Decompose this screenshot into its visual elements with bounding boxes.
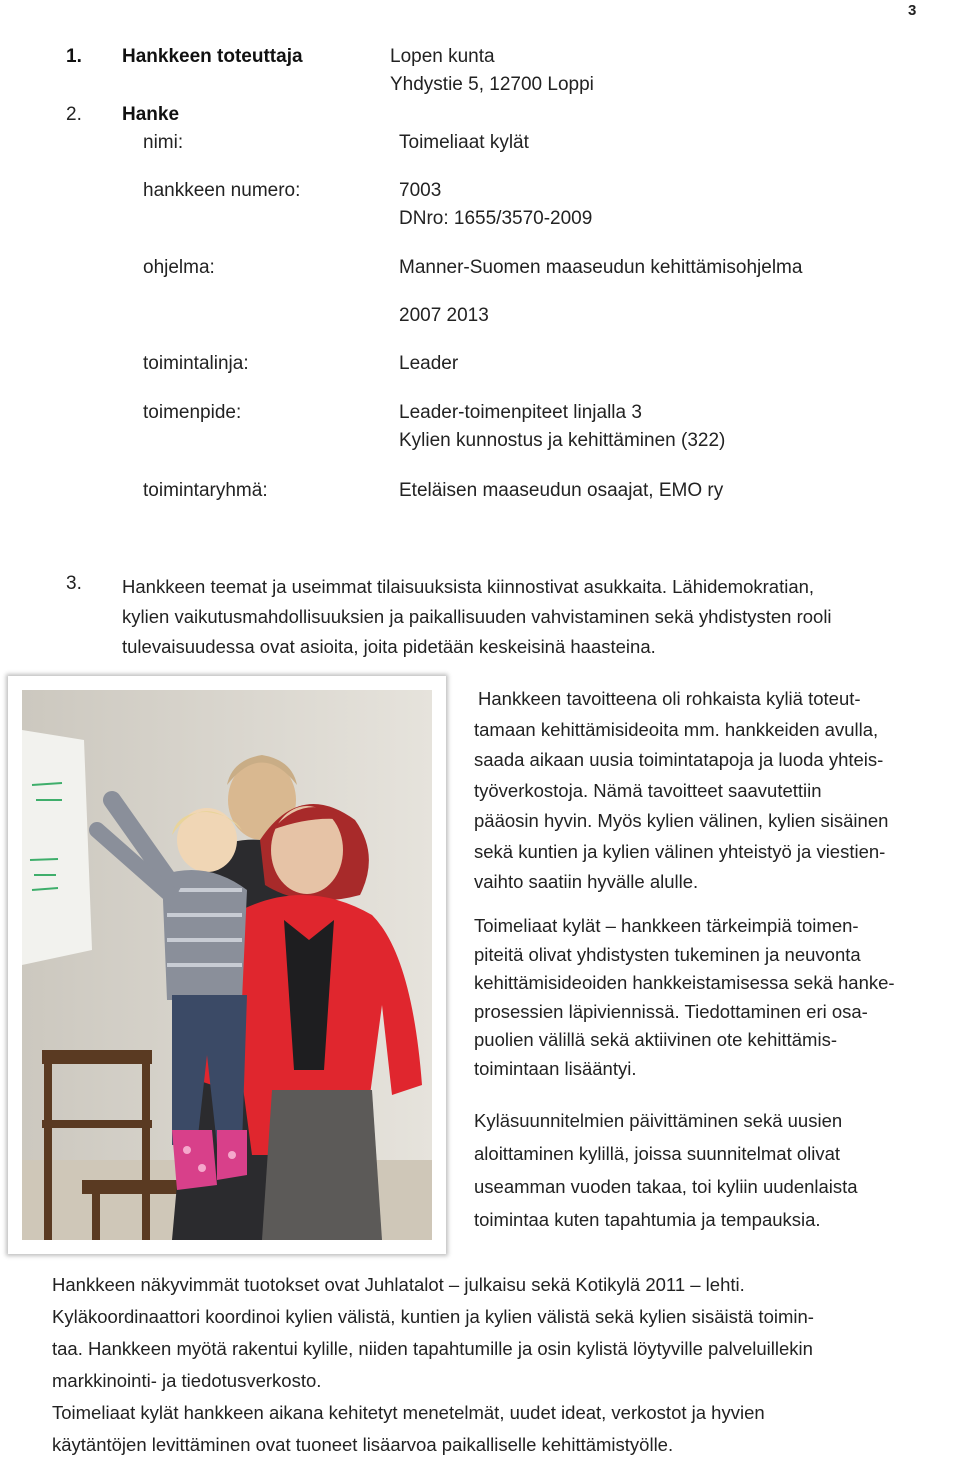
section-2-number: 2. [66, 104, 82, 125]
outputs-line: käytäntöjen levittäminen ovat tuoneet lisäarvoa paikalliselle kehittämistyölle. [52, 1434, 674, 1455]
measure-label: toimenpide: [143, 402, 242, 423]
intro-paragraph [122, 572, 832, 662]
action-group-value: Eteläisen maaseudun osaajat, EMO ry [399, 480, 724, 501]
measures-line: kehittämisideoiden hankkeistamisessa sekä hanke- [474, 972, 895, 993]
action-line-value: Leader [399, 353, 459, 374]
measure-value-1: Leader-toimenpiteet linjalla 3 [399, 402, 642, 423]
goals-line: vaihto saatiin hyvälle alulle. [474, 871, 699, 892]
implementer-name: Lopen kunta [390, 46, 495, 67]
section-1-number: 1. [66, 46, 82, 67]
measures-line: prosessien läpiviennissä. Tiedottaminen eri osa- [474, 1000, 868, 1022]
implementer-address: Yhdystie 5, 12700 Loppi [390, 74, 594, 95]
goals-line: työverkostoja. Nämä tavoitteet saavutettiin [474, 779, 822, 801]
action-line-label: toimintalinja: [143, 353, 249, 374]
village-plans-line: toimintaa kuten tapahtumia ja tempauksia. [474, 1209, 821, 1230]
project-number-value: 7003 [399, 180, 442, 201]
outputs-line: markkinointi- ja tiedotusverkosto. [52, 1370, 322, 1391]
outputs-line: Toimeliaat kylät hankkeen aikana kehitetyt menetelmät, uudet ideat, verkostot ja hyvien [52, 1402, 765, 1423]
photo-people-at-board [22, 690, 432, 1240]
section-3-number: 3. [66, 573, 82, 594]
village-plans-line: Kyläsuunnitelmien päivittäminen sekä uusien [474, 1110, 843, 1131]
goals-line: tamaan kehittämisideoita mm. hankkeiden avulla, [474, 718, 879, 740]
measures-line: puolien välillä sekä aktiivinen ote kehittämis- [474, 1029, 837, 1050]
measure-value-2: Kylien kunnostus ja kehittäminen (322) [399, 430, 726, 451]
section-2-label: Hanke [122, 104, 180, 125]
goals-line: pääosin hyvin. Myös kylien välinen, kylien sisäinen [474, 810, 889, 831]
program-label: ohjelma: [143, 257, 215, 278]
outputs-line: taa. Hankkeen myötä rakentui kylille, niiden tapahtumille ja osin kylistä löytyville palveluillekin [52, 1338, 813, 1359]
program-value: Manner-Suomen maaseudun kehittämisohjelma [399, 257, 803, 278]
outputs-line: Hankkeen näkyvimmät tuotokset ovat Juhlatalot – julkaisu sekä Kotikylä 2011 – lehti. [52, 1274, 745, 1295]
project-name-value: Toimeliaat kylät [399, 132, 529, 153]
goals-line: saada aikaan uusia toimintatapoja ja luoda yhteis- [474, 749, 884, 770]
dnro-value: DNro: 1655/3570-2009 [399, 208, 593, 229]
page-number: 3 [908, 2, 917, 19]
outputs-paragraph [52, 1269, 814, 1461]
intro-line: kylien vaikutusmahdollisuuksien ja paikallisuuden vahvistaminen sekä yhdistysten rooli [122, 606, 832, 627]
goals-paragraph [474, 684, 889, 898]
program-years: 2007 2013 [399, 305, 489, 326]
measures-paragraph [474, 912, 895, 1083]
project-name-label: nimi: [143, 132, 184, 153]
measures-line: piteitä olivat yhdistysten tukeminen ja neuvonta [474, 943, 861, 965]
measures-line: Toimeliaat kylät – hankkeen tärkeimpiä toimen- [474, 915, 859, 936]
photo-frame [8, 676, 446, 1254]
village-plans-paragraph [474, 1104, 858, 1236]
intro-line: tulevaisuudessa ovat asioita, joita pidetään keskeisinä haasteina. [122, 636, 656, 657]
goals-line: sekä kuntien ja kylien välinen yhteistyö ja viestien- [474, 840, 886, 862]
village-plans-line: aloittaminen kylillä, joissa suunnitelmat olivat [474, 1143, 841, 1164]
measures-line: toimintaan lisääntyi. [474, 1057, 637, 1079]
village-plans-line: useamman vuoden takaa, toi kyliin uudenlaista [474, 1176, 858, 1197]
project-number-label: hankkeen numero: [143, 180, 301, 201]
intro-line: Hankkeen teemat ja useimmat tilaisuuksista kiinnostivat asukkaita. Lähidemokratian, [122, 576, 815, 597]
action-group-label: toimintaryhmä: [143, 480, 268, 501]
outputs-line: Kyläkoordinaattori koordinoi kylien välistä, kuntien ja kylien välistä sekä kylien sisäistä toimin- [52, 1306, 814, 1327]
section-1-label: Hankkeen toteuttaja [122, 46, 303, 67]
goals-line: Hankkeen tavoitteena oli rohkaista kyliä toteut- [478, 688, 861, 709]
